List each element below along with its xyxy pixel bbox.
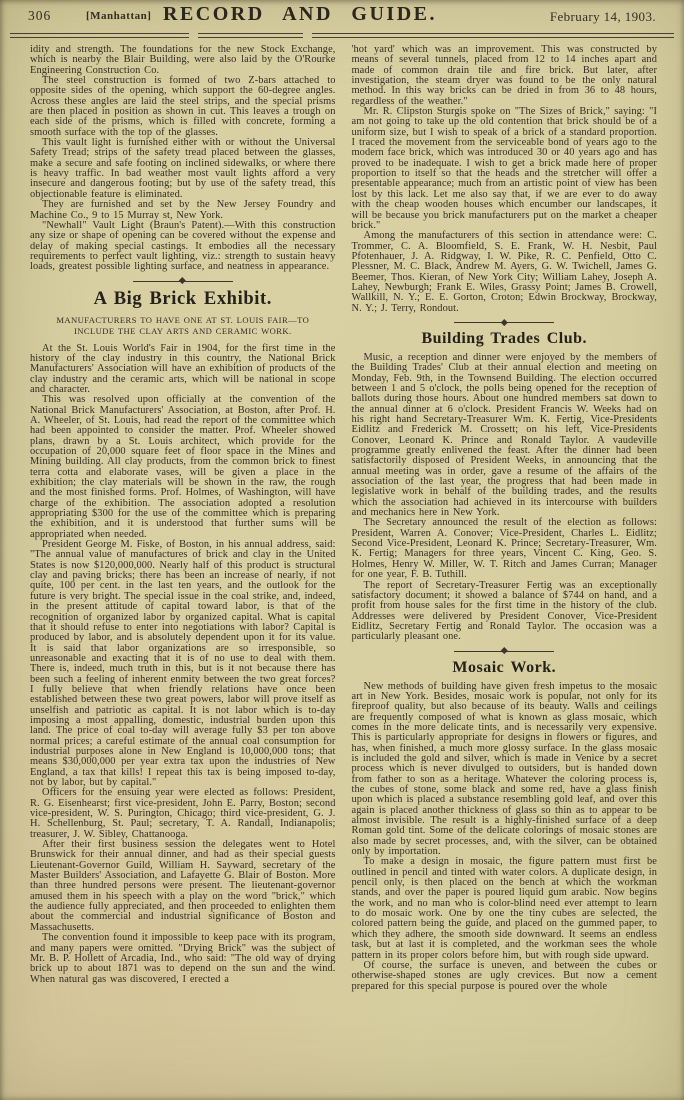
page-number: 306 bbox=[28, 8, 52, 23]
page-columns bbox=[30, 45, 657, 1100]
rule-segment bbox=[312, 33, 674, 38]
paragraph: Of course, the surface is uneven, and between the cubes or otherwise-shaped stones are ugly crevices. But now a cement prepared for this special purpose is poured over the whole bbox=[351, 959, 657, 992]
paragraph: The steel construction is formed of two Z-bars attached to opposite sides of the opening, which support the 60-degree angles. Across these angles are laid the steel strips, and the special prisms are then placed in position as shown in cut. This leaves a trough on each side of the prisms, which is filled with concrete, forming a smooth surface with the top of the glasses. bbox=[30, 75, 336, 138]
paragraph: The Secretary announced the result of the election as follows: President, Warren A. Conover; Vice-President, Charles L. Eidlitz; Second Vice-President, Leonard K. Prince; Secretary-Treasurer, Wm. K. Fertig; Managers for three years, Vincent C. King, Geo. S. Holmes, Henry W. Miller, W. T. Ritch and James Curran; Manager for one year, F. B. Tuthill. bbox=[351, 517, 657, 581]
paragraph: 'hot yard' which was an improvement. This was constructed by means of several tunnels, placed from 12 to 14 inches apart and made of common drain tile and fire brick. But later, after investigation, the steam dryer was found to be the only natural method. In this way bricks can be dried in from 36 to 48 hours, regardless of the weather." bbox=[351, 45, 657, 107]
paragraph: Mr. R. Clipston Sturgis spoke on "The Sizes of Brick," saying: "I am not going to take up the old contention that brick should be of a uniform size, but I wish to speak of a brick of a standard proportion. I traced the movement from the serviceable bond of years ago to the modern face brick, which was introduced 30 or 40 years ago and has proved to be inadequate. I wish to get a brick made here of proper proportion to itself so that the heads and the stretcher will offer a presentable appearance; much from an artistic point of view has been lost by this lack. Let me also say that, if we are ever to do away with the cheap wooden houses which encumber our landscapes, it will be because you brick manufacturers put on the market a cheaper brick." bbox=[351, 106, 657, 231]
paragraph: President George M. Fiske, of Boston, in his annual address, said: "The annual value of manufactures of brick and clay in the United States is now $120,000,000. Nearly half of this product is structural clay and paving bricks; there has been an increase of nearly, if not quite, 100 per cent. in the last ten years, and the outlook for the future is very bright. The special issue in the coal strike, and, indeed, in the present attitude of capital toward labor, is that of the recognition of organized labor by organized capital. What is capital that it should refuse to enter into negotiations with labor? Capital is produced by labor, and is absolutely dependent upon it for its value. It is said that labor organizations are so irresponsible, so unreasonable and exacting that it is of no use to deal with them. There is, indeed, much truth in this, but is it not because there has been such a feeling of inherent enmity between the two great forces? I fully believe that when friendly relations have once been established between these two great powers, labor will prove itself as unselfish and patriotic as capital. It is not labor which is to-day imposing a most appalling, domestic, industrial burden upon this land. The price of coal to-day will average fully $3 per ton above normal prices; a careful estimate of the annual coal consumption for industrial purposes alone in New England is 10,000,000 tons; that means $30,000,000 per year extra tax upon the industries of New England, a tax that kills! I repeat this tax is being imposed to-day, not by labor, but by capital." bbox=[30, 539, 336, 788]
article-headline-brick-exhibit: A Big Brick Exhibit. bbox=[93, 288, 272, 309]
section-divider bbox=[133, 281, 233, 282]
rule-segment bbox=[198, 33, 303, 38]
article-subhead: MANUFACTURERS TO HAVE ONE AT ST. LOUIS FAIR—TO INCLUDE THE CLAY ARTS AND CERAMIC WORK. bbox=[56, 314, 310, 336]
paragraph: To make a design in mosaic, the figure pattern must first be outlined in pencil and tinted with water colors. A duplicate design, in pencil only, is then placed on the bench at which the workman stands, and over the paper is poured liquid gum arabic. Now begins the work, and no man who is color-blind need ever attempt to learn to do mosaic work. One by one the tiny cubes are selected, the colored pattern being the guide, and placed on the gummed paper, to which they adhere, the smooth side downward. It seems an endless task, but at last it is completed, and the workman sees the whole pattern in its proper colors before him, but with rough side upward. bbox=[351, 856, 657, 961]
paragraph: After their first business session the delegates went to Hotel Brunswick for their annual dinner, and had as their special guests Lieutenant-Governor Guild, William H. Sayward, secretary of the Master Builders' Association, and Lafayette G. Blair of Boston. More than three hundred persons were present. The lieutenant-governor amused them in his speech with a play on the word "brick," which the audience fully appreciated, and then proceeded to enlighten them about the commercial and industrial significance of Boston and Massachusetts. bbox=[30, 839, 336, 933]
paragraph: They are furnished and set by the New Jersey Foundry and Machine Co., 9 to 15 Murray st, New York. bbox=[30, 199, 336, 221]
article-headline-mosaic-work: Mosaic Work. bbox=[452, 658, 557, 676]
paragraph: New methods of building have given fresh impetus to the mosaic art in New York. Besides, mosaic work is popular, not only for its fireproof quality, but also because of its beauty. Walls and ceilings are frequently composed of what is known as glass mosaic, which comes in the more delicate tints, and is necessarily very expensive. This is particularly appropriate for designs in flowers or figures, and has, when finished, a much more glossy surface. In the glass mosaic is included the gold and silver, which is made in Venice by a secret process which is never divulged to outsiders, but is handed down from father to son as a heritage. Whatever the coloring process is, the cubes of stone, some black and some red, have a glass finish upon which is placed a substance resembling gold leaf, and over this again is placed another thickness of glass so thin as to appear to be almost invisible. The result is a highly-finished surface of a deep Roman gold tint. Some of the delicate colorings of mosaic stones are also made by secret processes, and, with the silver, can be obtained only by importation. bbox=[351, 680, 657, 858]
masthead-rule bbox=[10, 33, 674, 38]
paragraph: Music, a reception and dinner were enjoyed by the members of the Building Trades' Club at their annual election and meeting on Monday, Feb. 9th, in the Townsend Building. The election occurred between 1 and 5 o'clock, the polls being opened for the reception of ballots during those hours. About one hundred members sat down to the annual dinner at 6 o'clock. President Francis W. Weeks had on his right hand Secretary-Treasurer Wm. K. Fertig, Vice-Presidents Eidlitz and Frederick M. Crossett; on his left, Vice-Presidents Conover, Leonard K. Prince and Ronald Taylor. A vaudeville programme greatly enlivened the feast. After the dinner had been satisfactorily disposed of President Weeks, in announcing that the annual meeting was in order, gave a resume of the affairs of the association of the last year, the progress that had been made in legislative work in behalf of the building trades, and the results which the association had achieved in its intercourse with builders and mechanics here in New York. bbox=[351, 351, 657, 519]
paragraph: "Newhall" Vault Light (Braun's Patent).—With this construction any size or shape of opening can be covered without the expense and delay of making special castings. It embodies all the necessary requirements to perfect vault lighting, viz.: strength to sustain heavy loads, greatest possible lighting surface, and neatness in appearance. bbox=[30, 219, 336, 273]
article-headline-building-trades-club: Building Trades Club. bbox=[421, 329, 588, 347]
column-right bbox=[352, 45, 658, 1100]
paragraph: This was resolved upon officially at the convention of the National Brick Manufacturers' Association, at Boston, after Prof. H. A. Wheeler, of St. Louis, had read the report of the committee which had been appointed to consider the matter. Prof. Wheeler showed plans, drawn by a St. Louis architect, which provide for the occupation of 20,000 square feet of floor space in the Mines and Mining building. All clay products, from the common brick to finest terra cotta and elaborate vases, will be given a place in the exhibition; the clay materials will be shown in the raw, the rough and the most finished forms. Prof. Holmes, of Washington, will have charge of the exhibition. The association adopted a resolution appropriating $300 for the use of the committee which is preparing the exhibition, and it is understood that further sums will be appropriated when needed. bbox=[30, 394, 336, 540]
section-divider bbox=[454, 322, 554, 323]
paragraph: The report of Secretary-Treasurer Fertig was an exceptionally satisfactory document; it showed a balance of $744 on hand, and a profit from house sales for the first time in the history of the club. Addresses were delivered by President Conover, Vice-President Eidlitz, Secretary Fertig and Ronald Taylor. The occasion was a particularly pleasant one. bbox=[351, 579, 657, 643]
section-divider bbox=[454, 651, 554, 652]
column-left bbox=[30, 45, 336, 1100]
issue-date: February 14, 1903. bbox=[549, 9, 656, 24]
paragraph: The convention found it impossible to keep pace with its program, and many papers were omitted. "Drying Brick" was the subject of Mr. B. P. Hollett of Arcadia, Ind., who said: "The old way of drying brick up to about 1871 was to depend on the sun and the wind. When natural gas was discovered, I erected a bbox=[30, 932, 336, 985]
paragraph: This vault light is furnished either with or without the Universal Safety Tread; strips of the safety tread placed between the glasses, make a secure and safe footing on inclined sidewalks, or where there is heavy traffic. In bad weather most vault lights afford a very insecure and dangerous footing; but by use of the safety tread, this objectionable feature is eliminated. bbox=[30, 137, 336, 200]
edition-label: [Manhattan] bbox=[86, 10, 152, 22]
rule-segment bbox=[10, 33, 189, 38]
paragraph: Among the manufacturers of this section in attendance were: C. Trommer, C. A. Bloomfield, S. E. Frank, W. H. Nesbit, Paul Pfotenhauer, J. A. Ridgway, I. W. Pike, R. C. Penfield, Otto C. Plessner, M. C. Black, Andrew M. Ayers, G. W. Twichell, James G. Beemer, Thos. Kieran, of New York City; William Lahey, Joseph A. Lahey, Newburgh; Frank E. Wiles, Grassy Point; James B. Crowell, Wallkill, N. Y.; E. E. Gorton, Croton; Edwin Brockway, Brockway, N. Y.; J. Terry, Rondout. bbox=[351, 230, 657, 314]
paragraph: idity and strength. The foundations for the new Stock Exchange, which is nearby the Blair Building, were also laid by the O'Rourke Engineering Construction Co. bbox=[30, 45, 336, 76]
paragraph: Officers for the ensuing year were elected as follows: President, R. G. Eisenhearst; first vice-president, John E. Parry, Boston; second vice-president, W. S. Purington, Chicago; third vice-president, G. J. H. Schellenburg, St. Paul; secretary, T. A. Randall, Indianapolis; treasurer, J. W. Sibley, Chattanooga. bbox=[30, 787, 336, 840]
paragraph: At the St. Louis World's Fair in 1904, for the first time in the history of the clay industry in this country, the National Brick Manufacturers' Association will have an exhibition of products of the clay industry and the ceramic arts, which will be national in scope and character. bbox=[30, 342, 336, 395]
masthead bbox=[0, 0, 684, 44]
masthead-title: RECORD AND GUIDE. bbox=[163, 3, 437, 25]
